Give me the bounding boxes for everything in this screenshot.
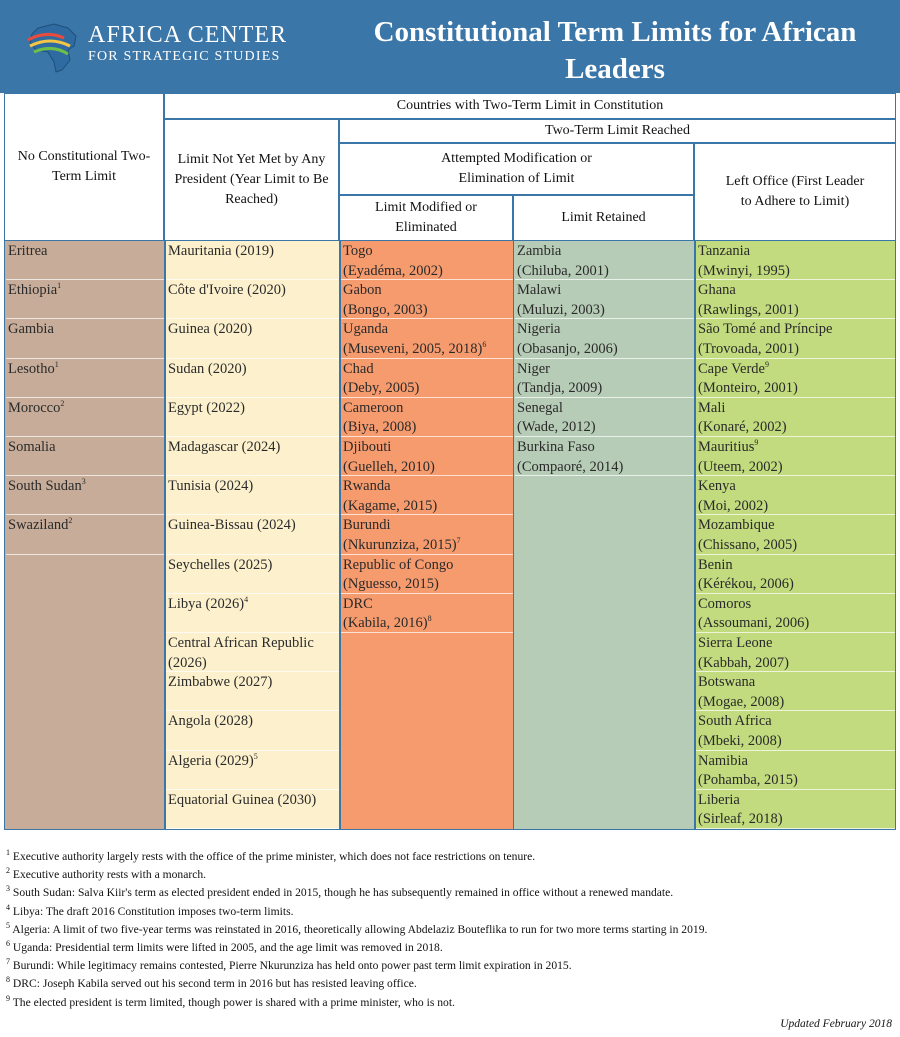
leader-detail — [698, 536, 894, 555]
footnote-number: 8 — [6, 975, 10, 985]
country-name: Togo — [343, 243, 373, 259]
footnote-marker: 4 — [244, 594, 249, 604]
no-limit-item — [6, 476, 164, 515]
header-banner — [0, 0, 900, 93]
footnote-text: Burundi: While legitimacy remains contested, Pierre Nkurunziza has held onto power past term limit expiration in 2015. — [10, 959, 572, 973]
not-yet-met-item — [166, 398, 339, 437]
footnote-marker: 9 — [754, 438, 759, 448]
country-name: Libya (2026) — [168, 595, 245, 612]
footnote — [6, 994, 896, 1012]
header-limit-reached: Two-Term Limit Reached — [339, 119, 896, 143]
leader-detail — [343, 614, 511, 633]
modified-item — [341, 555, 513, 594]
country-name: Kenya — [698, 478, 736, 495]
country-name: Egypt (2022) — [168, 399, 245, 416]
org-subname: FOR STRATEGIC STUDIES — [88, 49, 281, 64]
leader-detail — [698, 379, 894, 398]
not-yet-met-item — [166, 751, 339, 790]
leader-detail — [698, 458, 894, 477]
retained-item — [515, 359, 694, 398]
header-no-limit: No Constitutional Two-Term Limit — [4, 93, 164, 241]
retained-item — [515, 280, 694, 319]
footnote — [6, 939, 896, 957]
modified-item — [341, 280, 513, 319]
footnote-text: Executive authority rests with a monarch. — [10, 868, 207, 882]
no-limit-item — [6, 241, 164, 280]
not-yet-met-item — [166, 359, 339, 398]
country-name: Gambia — [8, 321, 54, 338]
country-name: Nigeria — [517, 321, 561, 338]
not-yet-met-item — [166, 672, 339, 711]
modified-item — [341, 437, 513, 476]
leader-detail — [343, 575, 511, 594]
leader-detail — [517, 340, 692, 359]
country-name: Central African Republic (2026) — [168, 635, 314, 671]
leader-detail — [698, 418, 894, 437]
footnote-number: 9 — [6, 993, 10, 1003]
no-limit-item — [6, 398, 164, 437]
country-name: Seychelles (2025) — [168, 556, 273, 573]
country-name: Morocco — [8, 399, 61, 416]
leader-detail-text: (Assoumani, 2006) — [698, 615, 810, 632]
leader-detail-text: (Moi, 2002) — [698, 497, 769, 514]
leader-detail — [698, 262, 894, 281]
country-name: Comoros — [698, 595, 752, 612]
leader-detail — [343, 340, 511, 359]
country-name: São Tomé and Príncipe — [698, 321, 833, 338]
footnote-marker: 2 — [68, 516, 73, 526]
footnote-text: Algeria: A limit of two five-year terms was reinstated in 2016, theoretically allowing Abdelaziz Bouteflika to run for two more terms starting in 2019. — [10, 922, 708, 936]
leader-detail-text: (Chissano, 2005) — [698, 536, 798, 553]
leader-detail-text: (Mbeki, 2008) — [698, 732, 782, 749]
country-name: Madagascar (2024) — [168, 439, 281, 455]
term-limits-table — [4, 93, 896, 830]
leader-detail-text: (Chiluba, 2001) — [517, 262, 609, 279]
country-name: Lesotho — [8, 360, 55, 377]
country-name: Zambia — [517, 243, 562, 259]
not-yet-met-item — [166, 241, 339, 280]
footnote-number: 2 — [6, 866, 10, 876]
leader-detail — [698, 732, 894, 751]
footnote-text: The elected president is term limited, though power is shared with a prime minister, who is not. — [10, 995, 455, 1009]
not-yet-met-item — [166, 555, 339, 594]
country-name: Mauritius — [698, 439, 755, 455]
country-name: Gabon — [343, 282, 382, 299]
leader-detail — [698, 301, 894, 320]
leader-detail — [698, 497, 894, 516]
not-yet-met-item — [166, 319, 339, 358]
country-name: Côte d'Ivoire (2020) — [168, 282, 286, 299]
retained-item — [515, 319, 694, 358]
not-yet-met-item — [166, 476, 339, 515]
leader-detail — [343, 497, 511, 516]
modified-item — [341, 319, 513, 358]
modified-item — [341, 476, 513, 515]
left-office-item — [696, 633, 896, 672]
leader-detail — [343, 536, 511, 555]
footnote-text: Uganda: Presidential term limits were lifted in 2005, and the age limit was removed in 2018. — [10, 941, 443, 955]
leader-detail — [698, 340, 894, 359]
footnote-marker: 5 — [253, 751, 258, 761]
updated-date: Updated February 2018 — [780, 1018, 892, 1030]
leader-detail — [698, 771, 894, 790]
column-divider — [339, 241, 341, 830]
leader-detail-text: (Rawlings, 2001) — [698, 301, 799, 318]
leader-detail — [698, 575, 894, 594]
left-office-item — [696, 280, 896, 319]
country-name: Burundi — [343, 517, 391, 534]
country-name: Swaziland — [8, 517, 69, 534]
leader-detail — [698, 654, 894, 673]
footnote-marker: 8 — [427, 614, 432, 624]
country-name: Tanzania — [698, 243, 751, 259]
country-name: Liberia — [698, 791, 740, 808]
left-office-item — [696, 437, 896, 476]
leader-detail-text: (Kabbah, 2007) — [698, 654, 790, 671]
leader-detail-text: (Uteem, 2002) — [698, 458, 783, 475]
footnotes — [6, 848, 896, 1012]
country-name: Angola (2028) — [168, 713, 253, 730]
footnote-marker: 6 — [482, 340, 487, 350]
country-name: Burkina Faso — [517, 439, 595, 455]
left-office-item — [696, 398, 896, 437]
header-modified: Limit Modified or Eliminated — [339, 195, 513, 241]
modified-item — [341, 241, 513, 280]
no-limit-item — [6, 280, 164, 319]
leader-detail — [698, 614, 894, 633]
retained-item — [515, 437, 694, 476]
country-name: Algeria (2029) — [168, 752, 254, 769]
country-name: Uganda — [343, 321, 389, 338]
left-office-item — [696, 711, 896, 750]
country-name: Tunisia (2024) — [168, 478, 254, 495]
country-name: Republic of Congo — [343, 556, 454, 573]
leader-detail — [517, 262, 692, 281]
left-office-item — [696, 515, 896, 554]
country-name: Ghana — [698, 282, 736, 299]
country-name: Botswana — [698, 674, 756, 691]
left-office-item — [696, 319, 896, 358]
header-left-office: Left Office (First Leader to Adhere to Limit) — [694, 143, 896, 241]
country-name: Djibouti — [343, 439, 392, 455]
table-border-left — [4, 93, 5, 830]
leader-detail — [343, 458, 511, 477]
footnote-text: Libya: The draft 2016 Constitution imposes two-term limits. — [10, 904, 294, 918]
not-yet-met-item — [166, 437, 339, 476]
leader-detail-text: (Bongo, 2003) — [343, 301, 428, 318]
country-name: Ethiopia — [8, 282, 58, 299]
leader-detail — [343, 262, 511, 281]
column-divider — [513, 241, 514, 830]
not-yet-met-item — [166, 790, 339, 829]
retained-item — [515, 241, 694, 280]
leader-detail-text: (Tandja, 2009) — [517, 380, 603, 397]
leader-detail-text: (Kagame, 2015) — [343, 497, 438, 514]
footnote-number: 7 — [6, 957, 10, 967]
modified-item — [341, 359, 513, 398]
footnote-text: Executive authority largely rests with the office of the prime minister, which does not face restrictions on tenure. — [10, 850, 536, 863]
country-name: DRC — [343, 595, 373, 612]
org-name: AFRICA CENTER — [88, 22, 288, 48]
footnote-marker: 9 — [764, 359, 769, 369]
leader-detail-text: (Sirleaf, 2018) — [698, 811, 783, 828]
country-name: Cape Verde — [698, 360, 765, 377]
header-retained: Limit Retained — [513, 195, 694, 241]
not-yet-met-item — [166, 633, 339, 672]
left-office-item — [696, 241, 896, 280]
country-name: Sudan (2020) — [168, 360, 247, 377]
modified-item — [341, 515, 513, 554]
footnote-number: 4 — [6, 902, 10, 912]
country-name: Rwanda — [343, 478, 391, 495]
footnote-number: 3 — [6, 884, 10, 894]
page-title: Constitutional Term Limits for African Leaders — [373, 16, 857, 85]
left-office-item — [696, 359, 896, 398]
leader-detail — [517, 301, 692, 320]
country-name: Equatorial Guinea (2030) — [168, 791, 317, 808]
left-office-item — [696, 672, 896, 711]
left-office-item — [696, 790, 896, 829]
footnote-text: DRC: Joseph Kabila served out his second term in 2016 but has resisted leaving office. — [10, 977, 417, 991]
leader-detail — [517, 458, 692, 477]
footnote — [6, 903, 896, 921]
footnote-number: 1 — [6, 848, 10, 858]
left-office-item — [696, 555, 896, 594]
footnote-number: 6 — [6, 939, 10, 949]
footnote-text: South Sudan: Salva Kiir's term as elected president ended in 2015, though he has subsequently remained in office without a renewed mandate. — [10, 886, 674, 900]
country-name: Mozambique — [698, 517, 775, 534]
footnote-marker: 1 — [57, 281, 62, 291]
country-name: Zimbabwe (2027) — [168, 674, 273, 691]
leader-detail-text: (Deby, 2005) — [343, 380, 420, 397]
country-name: Chad — [343, 360, 374, 377]
leader-detail-text: (Biya, 2008) — [343, 419, 417, 436]
no-limit-item — [6, 319, 164, 358]
footnote-marker: 2 — [60, 398, 65, 408]
country-name: Eritrea — [8, 243, 48, 259]
leader-detail — [343, 379, 511, 398]
table-border-bottom — [4, 829, 896, 830]
leader-detail-text: (Museveni, 2005, 2018) — [343, 340, 483, 357]
leader-detail-text: (Compaoré, 2014) — [517, 458, 624, 475]
left-office-item — [696, 751, 896, 790]
left-office-item — [696, 594, 896, 633]
footnote — [6, 866, 896, 884]
leader-detail — [698, 810, 894, 829]
country-name: Niger — [517, 360, 551, 377]
footnote-marker: 7 — [456, 536, 461, 546]
modified-item — [341, 594, 513, 633]
not-yet-met-item — [166, 515, 339, 554]
country-name: Guinea-Bissau (2024) — [168, 517, 296, 534]
country-name: Namibia — [698, 752, 748, 769]
leader-detail-text: (Mwinyi, 1995) — [698, 262, 790, 279]
not-yet-met-item — [166, 280, 339, 319]
africa-map-logo-icon — [24, 20, 94, 75]
leader-detail — [343, 301, 511, 320]
footnote-marker: 3 — [81, 477, 86, 487]
no-limit-item — [6, 515, 164, 554]
modified-item — [341, 398, 513, 437]
retained-item — [515, 398, 694, 437]
header-attempted: Attempted Modification or Elimination of Limit — [339, 143, 694, 195]
leader-detail — [517, 379, 692, 398]
header-not-yet-met: Limit Not Yet Met by Any President (Year Limit to Be Reached) — [164, 119, 339, 241]
column-divider — [694, 241, 696, 830]
leader-detail — [343, 418, 511, 437]
header-two-term-countries: Countries with Two-Term Limit in Constitution — [164, 93, 896, 119]
no-limit-item — [6, 359, 164, 398]
country-name: Mali — [698, 399, 726, 416]
leader-detail — [698, 693, 894, 712]
country-name: Sierra Leone — [698, 635, 773, 651]
country-name: Somalia — [8, 439, 56, 455]
leader-detail-text: (Nguesso, 2015) — [343, 576, 439, 593]
leader-detail-text: (Guelleh, 2010) — [343, 458, 435, 475]
column-divider — [164, 241, 166, 830]
not-yet-met-item — [166, 594, 339, 633]
footnote — [6, 975, 896, 993]
leader-detail-text: (Nkurunziza, 2015) — [343, 536, 457, 553]
leader-detail-text: (Kérékou, 2006) — [698, 576, 794, 593]
leader-detail-text: (Wade, 2012) — [517, 419, 596, 436]
footnote — [6, 957, 896, 975]
country-name: Senegal — [517, 399, 563, 416]
not-yet-met-item — [166, 711, 339, 750]
country-name: Guinea (2020) — [168, 321, 253, 338]
footnote-marker: 1 — [54, 359, 59, 369]
table-border-right — [895, 93, 896, 830]
footnote-number: 5 — [6, 920, 10, 930]
leader-detail-text: (Pohamba, 2015) — [698, 772, 798, 789]
leader-detail-text: (Trovoada, 2001) — [698, 340, 799, 357]
leader-detail-text: (Mogae, 2008) — [698, 693, 785, 710]
country-name: Cameroon — [343, 399, 404, 416]
leader-detail-text: (Monteiro, 2001) — [698, 380, 798, 397]
footnote — [6, 848, 896, 866]
leader-detail-text: (Muluzi, 2003) — [517, 301, 605, 318]
no-limit-item — [6, 437, 164, 476]
leader-detail — [517, 418, 692, 437]
leader-detail-text: (Konaré, 2002) — [698, 419, 787, 436]
leader-detail-text: (Eyadéma, 2002) — [343, 262, 443, 279]
leader-detail-text: (Kabila, 2016) — [343, 615, 428, 632]
country-name: South Sudan — [8, 478, 82, 495]
footnote — [6, 921, 896, 939]
footnote — [6, 884, 896, 902]
left-office-item — [696, 476, 896, 515]
country-name: South Africa — [698, 713, 772, 730]
country-name: Benin — [698, 556, 733, 573]
leader-detail-text: (Obasanjo, 2006) — [517, 340, 618, 357]
country-name: Mauritania (2019) — [168, 243, 274, 259]
country-name: Malawi — [517, 282, 562, 299]
